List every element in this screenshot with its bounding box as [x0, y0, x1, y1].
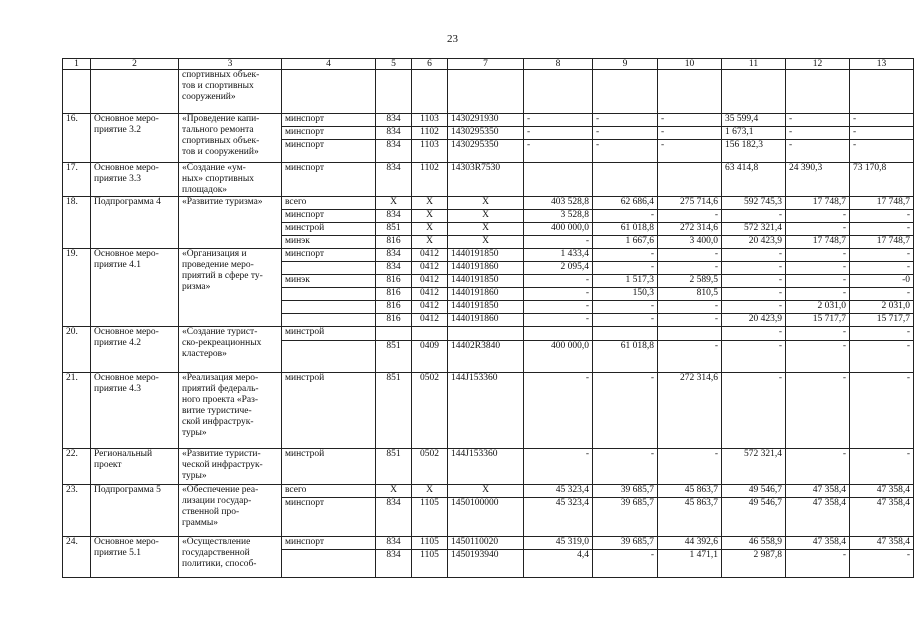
table-cell: 572 321,4 [722, 223, 786, 236]
table-cell: 272 314,6 [658, 373, 722, 449]
table-cell: X [412, 210, 448, 223]
table-cell: 45 319,0 [524, 537, 593, 550]
column-header: 3 [179, 59, 282, 70]
table-cell: - [524, 314, 593, 327]
table-cell: 403 528,8 [524, 197, 593, 210]
table-cell: 63 414,8 [722, 163, 786, 197]
table-cell [282, 301, 376, 314]
table-row [63, 114, 914, 127]
table-cell [593, 327, 658, 341]
table-cell: 1440191860 [448, 288, 524, 301]
table-cell: -0 [850, 275, 914, 288]
table-cell [658, 327, 722, 341]
event-description: «Реализация меро- приятий федераль- ного проекта «Раз- витие туристиче- ской инфраструк- туры» [179, 373, 282, 449]
table-cell: - [593, 301, 658, 314]
table-cell: всего [282, 197, 376, 210]
table-cell: - [850, 127, 914, 140]
table-cell: - [786, 140, 850, 163]
table-cell: - [722, 210, 786, 223]
table-cell: - [658, 341, 722, 373]
table-cell: 1105 [412, 550, 448, 578]
column-header: 7 [448, 59, 524, 70]
table-cell [593, 163, 658, 197]
row-number: 21. [63, 373, 91, 449]
table-cell [524, 163, 593, 197]
table-cell: 17 748,7 [850, 236, 914, 249]
table-cell: - [658, 449, 722, 485]
table-cell: - [786, 327, 850, 341]
event-name: Основное меро- приятие 4.3 [91, 373, 179, 449]
column-header: 4 [282, 59, 376, 70]
table-cell: 851 [376, 341, 412, 373]
event-description: «Создание «ум- ных» спортивных площадок» [179, 163, 282, 197]
table-row [63, 327, 914, 341]
table-cell: X [448, 236, 524, 249]
table-cell: 0412 [412, 249, 448, 262]
table-cell: 834 [376, 114, 412, 127]
table-cell: минстрой [282, 327, 376, 341]
table-cell: 3 400,0 [658, 236, 722, 249]
row-number: 18. [63, 197, 91, 249]
table-cell: 1 667,6 [593, 236, 658, 249]
event-name: Подпрограмма 5 [91, 485, 179, 537]
event-name: Основное меро- приятие 3.2 [91, 114, 179, 163]
table-cell: 45 323,4 [524, 498, 593, 537]
table-cell: X [448, 223, 524, 236]
table-cell: - [722, 373, 786, 449]
row-number: 24. [63, 537, 91, 578]
table-cell: - [524, 127, 593, 140]
column-header: 1 [63, 59, 91, 70]
table-cell [448, 70, 524, 114]
event-name: Основное меро- приятие 3.3 [91, 163, 179, 197]
table-cell: 2 031,0 [850, 301, 914, 314]
table-cell: 834 [376, 163, 412, 197]
table-cell: 0412 [412, 314, 448, 327]
table-cell: минспорт [282, 210, 376, 223]
table-cell: X [376, 485, 412, 498]
table-cell: минспорт [282, 249, 376, 262]
table-cell: минстрой [282, 223, 376, 236]
table-cell [722, 70, 786, 114]
table-cell: - [850, 262, 914, 275]
table-cell: 592 745,3 [722, 197, 786, 210]
table-cell: - [658, 262, 722, 275]
table-cell: - [658, 210, 722, 223]
table-cell: 2 031,0 [786, 301, 850, 314]
event-description: «Осуществление государственной политики, способ- [179, 537, 282, 578]
table-cell: - [524, 114, 593, 127]
table-cell: - [722, 249, 786, 262]
table-cell: - [524, 236, 593, 249]
table-row [63, 249, 914, 262]
table-cell: 851 [376, 373, 412, 449]
table-cell [850, 70, 914, 114]
table-cell: 1440191850 [448, 249, 524, 262]
table-cell: X [412, 223, 448, 236]
table-cell: - [786, 449, 850, 485]
table-cell: 816 [376, 275, 412, 288]
table-row [63, 70, 914, 114]
column-header: 2 [91, 59, 179, 70]
table-cell: 2 987,8 [722, 550, 786, 578]
table-cell: 816 [376, 288, 412, 301]
row-number [63, 70, 91, 114]
table-cell: - [722, 288, 786, 301]
table-cell: минспорт [282, 537, 376, 550]
table-cell: - [524, 288, 593, 301]
table-cell: - [658, 249, 722, 262]
table-cell [282, 314, 376, 327]
table-row [63, 163, 914, 197]
table-cell: - [658, 140, 722, 163]
table-cell: 0412 [412, 275, 448, 288]
table-cell: 14402R3840 [448, 341, 524, 373]
table-cell: - [786, 550, 850, 578]
row-number: 23. [63, 485, 91, 537]
table-cell: 20 423,9 [722, 314, 786, 327]
table-cell: 17 748,7 [850, 197, 914, 210]
table-cell: минспорт [282, 114, 376, 127]
table-cell: 834 [376, 210, 412, 223]
table-cell: 15 717,7 [850, 314, 914, 327]
table-cell: 62 686,4 [593, 197, 658, 210]
column-header: 12 [786, 59, 850, 70]
table-cell: - [850, 223, 914, 236]
table-cell: 0502 [412, 373, 448, 449]
table-cell: - [593, 210, 658, 223]
table-cell [524, 327, 593, 341]
table-cell: X [412, 236, 448, 249]
table-cell: - [658, 127, 722, 140]
table-cell: 150,3 [593, 288, 658, 301]
event-name [91, 70, 179, 114]
table-cell: - [593, 449, 658, 485]
table-cell: 810,5 [658, 288, 722, 301]
table-cell: 144J153360 [448, 449, 524, 485]
table-cell: - [524, 373, 593, 449]
table-cell: X [448, 210, 524, 223]
table-cell: 834 [376, 537, 412, 550]
table-cell: - [786, 373, 850, 449]
table-cell: 1440191850 [448, 275, 524, 288]
table-cell [658, 70, 722, 114]
table-cell: 1102 [412, 163, 448, 197]
column-header: 13 [850, 59, 914, 70]
event-name: Подпрограмма 4 [91, 197, 179, 249]
table-cell: - [593, 249, 658, 262]
column-header: 10 [658, 59, 722, 70]
table-cell: минспорт [282, 140, 376, 163]
table-cell: 47 358,4 [786, 485, 850, 498]
table-cell: 834 [376, 249, 412, 262]
table-cell: - [658, 114, 722, 127]
table-cell: 834 [376, 498, 412, 537]
table-cell: - [722, 262, 786, 275]
table-cell: 1450193940 [448, 550, 524, 578]
table-cell: - [593, 140, 658, 163]
table-cell: 1440191860 [448, 262, 524, 275]
table-cell: - [593, 114, 658, 127]
event-description: «Организация и проведение меро- приятий в сфере ту- ризма» [179, 249, 282, 327]
table-cell: 44 392,6 [658, 537, 722, 550]
table-cell: 1440191850 [448, 301, 524, 314]
table-cell: 834 [376, 262, 412, 275]
table-cell [448, 327, 524, 341]
table-cell: - [850, 550, 914, 578]
table-cell: 47 358,4 [850, 537, 914, 550]
table-cell: всего [282, 485, 376, 498]
table-cell: 73 170,8 [850, 163, 914, 197]
table-cell: - [722, 341, 786, 373]
table-cell: - [593, 550, 658, 578]
column-header: 6 [412, 59, 448, 70]
table-cell: - [593, 262, 658, 275]
page-number: 23 [447, 33, 458, 45]
table-cell: 47 358,4 [786, 498, 850, 537]
table-cell: 35 599,4 [722, 114, 786, 127]
table-cell: - [850, 327, 914, 341]
table-cell: 834 [376, 127, 412, 140]
table-cell: - [722, 327, 786, 341]
table-cell: - [850, 373, 914, 449]
table-cell: 1430295350 [448, 127, 524, 140]
table-cell: - [786, 127, 850, 140]
table-cell [658, 163, 722, 197]
row-number: 16. [63, 114, 91, 163]
table-cell: - [786, 114, 850, 127]
table-cell [282, 550, 376, 578]
table-cell: 49 546,7 [722, 498, 786, 537]
column-header: 9 [593, 59, 658, 70]
table-cell: - [593, 127, 658, 140]
table-cell: - [850, 341, 914, 373]
table-cell: 1430291930 [448, 114, 524, 127]
event-description: «Проведение капи- тального ремонта спортивных объек- тов и сооружений» [179, 114, 282, 163]
table-cell [282, 70, 376, 114]
table-cell: - [850, 249, 914, 262]
table-cell: 572 321,4 [722, 449, 786, 485]
table-cell: 156 182,3 [722, 140, 786, 163]
table-cell: 1103 [412, 140, 448, 163]
column-header: 11 [722, 59, 786, 70]
table-cell: - [786, 288, 850, 301]
table-cell: 45 863,7 [658, 485, 722, 498]
table-cell [524, 70, 593, 114]
table-cell: 39 685,7 [593, 498, 658, 537]
table-cell: - [524, 140, 593, 163]
column-header: 5 [376, 59, 412, 70]
table-cell: - [658, 301, 722, 314]
event-name: Основное меро- приятие 4.1 [91, 249, 179, 327]
table-cell: - [658, 314, 722, 327]
table-cell: 1 673,1 [722, 127, 786, 140]
table-cell [786, 70, 850, 114]
table-cell: 39 685,7 [593, 485, 658, 498]
table-cell: 400 000,0 [524, 223, 593, 236]
table-cell: 834 [376, 140, 412, 163]
table-cell [593, 70, 658, 114]
table-cell: - [786, 223, 850, 236]
table-cell: 1440191860 [448, 314, 524, 327]
table-cell: 24 390,3 [786, 163, 850, 197]
budget-table [62, 58, 914, 578]
table-cell: 0412 [412, 301, 448, 314]
table-cell: 1105 [412, 537, 448, 550]
table-cell: минспорт [282, 127, 376, 140]
column-header: 8 [524, 59, 593, 70]
table-cell [282, 288, 376, 301]
table-cell: 0412 [412, 288, 448, 301]
table-cell: 1103 [412, 114, 448, 127]
table-cell: - [850, 449, 914, 485]
table-cell: 17 748,7 [786, 236, 850, 249]
table-cell: 45 323,4 [524, 485, 593, 498]
table-cell: 1450100000 [448, 498, 524, 537]
table-cell: 39 685,7 [593, 537, 658, 550]
table-cell: - [524, 449, 593, 485]
table-cell: - [786, 210, 850, 223]
table-row [63, 537, 914, 550]
table-cell: 272 314,6 [658, 223, 722, 236]
table-cell: - [850, 210, 914, 223]
table-cell: 49 546,7 [722, 485, 786, 498]
table-cell: - [850, 140, 914, 163]
table-cell: - [722, 275, 786, 288]
table-cell: 816 [376, 236, 412, 249]
table-cell: - [850, 288, 914, 301]
event-description: «Развитие туризма» [179, 197, 282, 249]
table-cell [412, 327, 448, 341]
table-cell: минэк [282, 275, 376, 288]
row-number: 19. [63, 249, 91, 327]
table-cell: 47 358,4 [850, 498, 914, 537]
table-cell: 400 000,0 [524, 341, 593, 373]
table-cell: 61 018,8 [593, 223, 658, 236]
event-name: Региональный проект [91, 449, 179, 485]
table-cell: 816 [376, 314, 412, 327]
table-cell: 45 863,7 [658, 498, 722, 537]
event-name: Основное меро- приятие 5.1 [91, 537, 179, 578]
table-cell: 17 748,7 [786, 197, 850, 210]
table-cell: 2 095,4 [524, 262, 593, 275]
table-cell: - [786, 341, 850, 373]
table-cell: 144J153360 [448, 373, 524, 449]
row-number: 20. [63, 327, 91, 373]
table-cell: 816 [376, 301, 412, 314]
table-cell: 2 589,5 [658, 275, 722, 288]
table-cell: - [593, 314, 658, 327]
table-row [63, 197, 914, 210]
table-row [63, 373, 914, 449]
table-cell: 1 433,4 [524, 249, 593, 262]
table-cell: 3 528,8 [524, 210, 593, 223]
table-cell: - [850, 114, 914, 127]
table-cell: 0502 [412, 449, 448, 485]
table-cell: - [786, 275, 850, 288]
table-cell: 0409 [412, 341, 448, 373]
table-cell: 1105 [412, 498, 448, 537]
table-cell: 47 358,4 [786, 537, 850, 550]
table-row [63, 485, 914, 498]
table-cell: 1102 [412, 127, 448, 140]
table-cell: - [786, 249, 850, 262]
table-cell: 1 471,1 [658, 550, 722, 578]
row-number: 17. [63, 163, 91, 197]
table-cell: X [448, 485, 524, 498]
table-cell: 0412 [412, 262, 448, 275]
table-cell: 4,4 [524, 550, 593, 578]
table-cell: 1450110020 [448, 537, 524, 550]
table-cell: X [448, 197, 524, 210]
table-row [63, 449, 914, 485]
table-cell: минспорт [282, 163, 376, 197]
table-cell: 851 [376, 223, 412, 236]
table-cell: 46 558,9 [722, 537, 786, 550]
table-cell: - [524, 275, 593, 288]
table-cell: 20 423,9 [722, 236, 786, 249]
table-cell: минэк [282, 236, 376, 249]
table-cell: минстрой [282, 449, 376, 485]
row-number: 22. [63, 449, 91, 485]
event-description: спортивных объек- тов и спортивных сооружений» [179, 70, 282, 114]
table-cell: 47 358,4 [850, 485, 914, 498]
table-cell [282, 262, 376, 275]
table-cell: - [593, 373, 658, 449]
table-cell: 14303R7530 [448, 163, 524, 197]
table-cell: минспорт [282, 498, 376, 537]
table-cell [282, 341, 376, 373]
table-cell [412, 70, 448, 114]
table-cell: 61 018,8 [593, 341, 658, 373]
table-cell: X [412, 197, 448, 210]
table-cell: - [524, 301, 593, 314]
table-cell: 851 [376, 449, 412, 485]
event-description: «Обеспечение реа- лизации государ- ственной про- граммы» [179, 485, 282, 537]
table-cell [376, 70, 412, 114]
table-cell: 834 [376, 550, 412, 578]
table-cell: 1430295350 [448, 140, 524, 163]
event-description: «Развитие туристи- ческой инфраструк- туры» [179, 449, 282, 485]
table-cell [376, 327, 412, 341]
header-row [63, 59, 914, 70]
table-cell: - [786, 262, 850, 275]
table-cell: 275 714,6 [658, 197, 722, 210]
table-cell: X [412, 485, 448, 498]
event-name: Основное меро- приятие 4.2 [91, 327, 179, 373]
table-cell: - [722, 301, 786, 314]
event-description: «Создание турист- ско-рекреационных кластеров» [179, 327, 282, 373]
table-cell: X [376, 197, 412, 210]
table-cell: 15 717,7 [786, 314, 850, 327]
table-cell: 1 517,3 [593, 275, 658, 288]
table-cell: минстрой [282, 373, 376, 449]
